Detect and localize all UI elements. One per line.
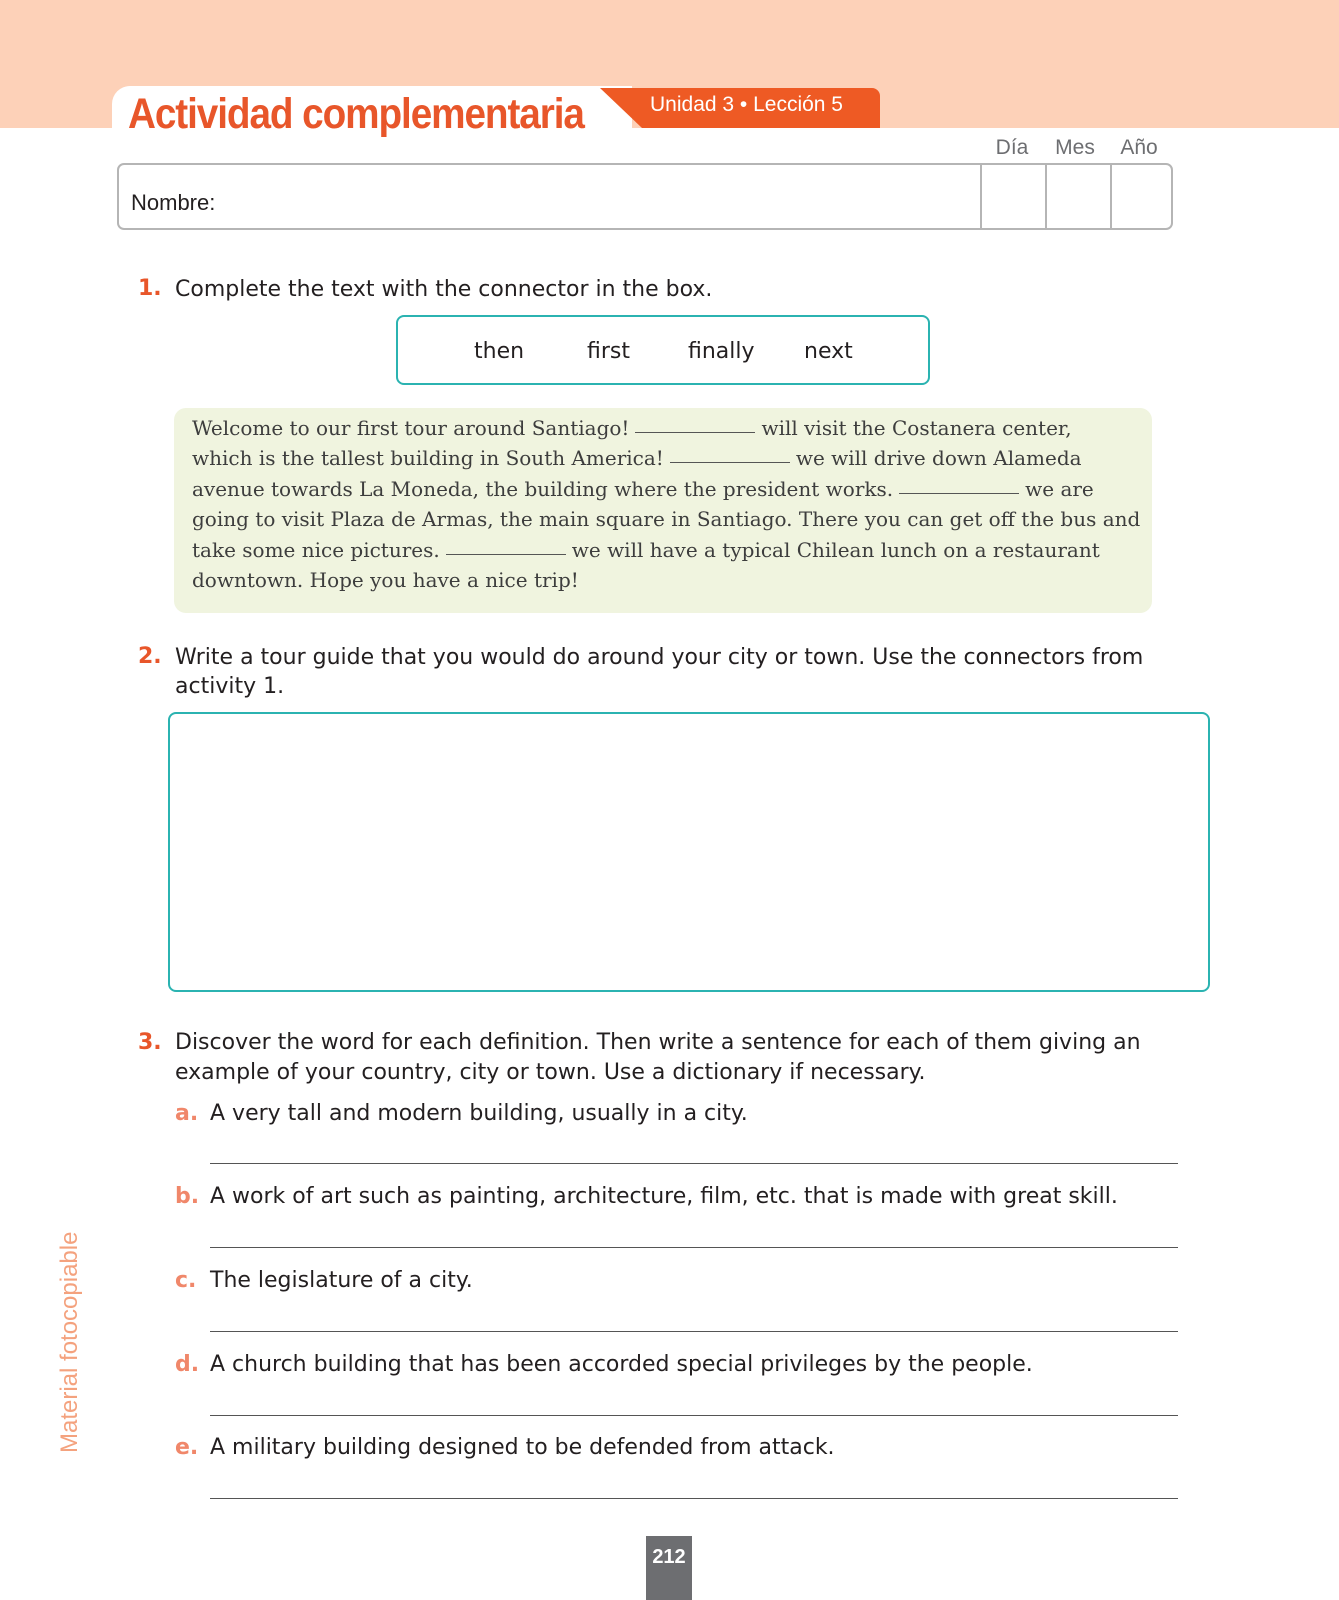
month-label: Mes [1055,136,1095,159]
answer-line[interactable] [210,1331,1178,1332]
question-3-number: 3. [138,1030,162,1055]
tour-guide-answer-box[interactable] [168,712,1210,992]
definition-letter: c. [175,1268,197,1293]
question-1-number: 1. [138,276,162,301]
definition-letter: e. [175,1435,199,1460]
answer-blank[interactable] [899,492,1019,494]
day-field[interactable] [980,165,982,228]
year-label: Año [1120,136,1158,159]
definition-text: A work of art such as painting, architecture, film, etc. that is made with great skill. [210,1184,1118,1209]
definition-letter: d. [175,1352,200,1377]
passage-line: Welcome to our first tour around Santiago! will visit the Costanera center, [192,416,1072,440]
passage-line: downtown. Hope you have a nice trip! [192,568,579,592]
passage-line: take some nice pictures. we will have a typical Chilean lunch on a restaurant [192,538,1100,562]
definition-text: The legislature of a city. [210,1268,473,1293]
photocopiable-label: Material fotocopiable [56,1231,83,1453]
year-field[interactable] [1110,165,1112,228]
page-title: Actividad complementaria [128,90,584,138]
answer-blank[interactable] [670,461,790,463]
month-field[interactable] [1045,165,1047,228]
definition-text: A church building that has been accorded special privileges by the people. [210,1352,1033,1377]
unit-lesson-label: Unidad 3 • Lección 5 [650,93,843,116]
definition-text: A military building designed to be defended from attack. [210,1435,835,1460]
answer-blank[interactable] [446,553,566,555]
day-label: Día [995,136,1029,159]
answer-blank[interactable] [635,431,755,433]
question-2-instruction-line1: Write a tour guide that you would do around your city or town. Use the connectors from [175,645,1144,670]
question-3-instruction-line1: Discover the word for each definition. Then write a sentence for each of them giving an [175,1030,1141,1055]
page-number-tab [646,1536,692,1600]
question-1-instruction: Complete the text with the connector in the box. [175,277,713,302]
reading-passage [174,408,1152,613]
question-3-instruction-line2: example of your country, city or town. Use a dictionary if necessary. [175,1060,926,1085]
passage-line: which is the tallest building in South America! we will drive down Alameda [192,446,1082,470]
question-2-number: 2. [138,644,162,669]
name-label: Nombre: [131,190,216,215]
connector-word-box [396,315,930,385]
question-2-instruction-line2: activity 1. [175,674,285,699]
connector-word: finally [688,339,755,364]
name-date-box [117,163,1173,230]
definition-letter: a. [175,1101,199,1126]
passage-line: avenue towards La Moneda, the building where the president works. we are [192,477,1094,501]
answer-line[interactable] [210,1498,1178,1499]
connector-word: first [587,339,630,364]
definition-text: A very tall and modern building, usually in a city. [210,1101,748,1126]
definition-letter: b. [175,1184,200,1209]
connector-word: then [474,339,525,364]
page-number: 212 [652,1546,686,1568]
passage-line: going to visit Plaza de Armas, the main square in Santiago. There you can get off the bus and [192,507,1141,531]
connector-word: next [804,339,853,364]
answer-line[interactable] [210,1163,1178,1164]
answer-line[interactable] [210,1415,1178,1416]
answer-line[interactable] [210,1247,1178,1248]
